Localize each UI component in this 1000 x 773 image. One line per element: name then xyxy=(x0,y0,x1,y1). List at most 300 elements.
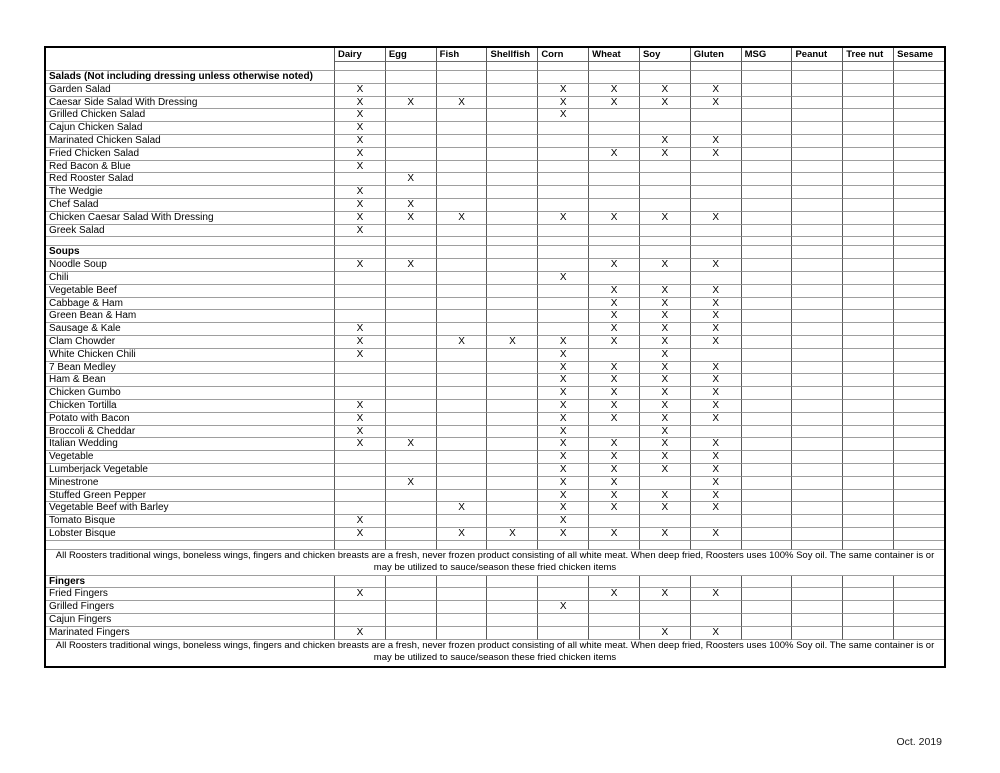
allergen-cell-wheat: X xyxy=(589,490,640,503)
allergen-cell-fish xyxy=(437,426,488,439)
allergen-cell-gluten: X xyxy=(691,502,742,515)
allergen-cell-soy xyxy=(640,246,691,259)
allergen-cell-gluten: X xyxy=(691,451,742,464)
allergen-cell-soy xyxy=(640,161,691,174)
allergen-cell-corn: X xyxy=(538,490,589,503)
spacer-cell-tree-nut xyxy=(843,237,894,246)
allergen-cell-peanut xyxy=(792,374,843,387)
table-row-white-chicken-chili xyxy=(46,349,944,362)
allergen-cell-tree-nut xyxy=(843,285,894,298)
allergen-cell-sesame xyxy=(894,426,944,439)
allergen-cell-shellfish xyxy=(487,122,538,135)
allergen-cell-gluten xyxy=(691,122,742,135)
allergen-cell-gluten: X xyxy=(691,387,742,400)
allergen-cell-dairy: X xyxy=(335,97,386,110)
allergen-cell-shellfish xyxy=(487,71,538,84)
allergen-cell-wheat: X xyxy=(589,374,640,387)
allergen-cell-msg xyxy=(742,627,793,640)
item-name: Cabbage & Ham xyxy=(46,298,335,311)
allergen-cell-fish xyxy=(437,122,488,135)
allergen-cell-corn xyxy=(538,148,589,161)
allergen-cell-soy xyxy=(640,71,691,84)
allergen-cell-wheat xyxy=(589,122,640,135)
allergen-cell-tree-nut xyxy=(843,272,894,285)
spacer-cell-wheat xyxy=(589,541,640,550)
allergen-cell-wheat: X xyxy=(589,588,640,601)
allergen-cell-egg xyxy=(386,588,437,601)
table-row-chicken-tortilla xyxy=(46,400,944,413)
allergen-cell-egg xyxy=(386,490,437,503)
allergen-cell-egg xyxy=(386,336,437,349)
allergen-cell-sesame xyxy=(894,109,944,122)
allergen-cell-tree-nut xyxy=(843,135,894,148)
allergen-cell-dairy: X xyxy=(335,122,386,135)
allergen-cell-soy: X xyxy=(640,148,691,161)
allergen-cell-gluten: X xyxy=(691,477,742,490)
allergen-cell-shellfish xyxy=(487,246,538,259)
allergen-cell-peanut xyxy=(792,601,843,614)
allergen-cell-msg xyxy=(742,477,793,490)
allergen-cell-shellfish xyxy=(487,173,538,186)
spacer-row xyxy=(46,237,944,246)
allergen-cell-gluten: X xyxy=(691,323,742,336)
allergen-cell-soy xyxy=(640,576,691,589)
allergen-cell-corn xyxy=(538,588,589,601)
allergen-cell-shellfish xyxy=(487,515,538,528)
allergen-cell-tree-nut xyxy=(843,601,894,614)
allergen-cell-wheat: X xyxy=(589,400,640,413)
spacer-cell-fish xyxy=(437,237,488,246)
allergen-cell-peanut xyxy=(792,400,843,413)
allergen-cell-egg xyxy=(386,148,437,161)
allergen-cell-wheat: X xyxy=(589,84,640,97)
allergen-cell-dairy: X xyxy=(335,336,386,349)
allergen-cell-tree-nut xyxy=(843,173,894,186)
allergen-cell-fish xyxy=(437,310,488,323)
allergen-cell-egg xyxy=(386,122,437,135)
allergen-cell-wheat: X xyxy=(589,387,640,400)
allergen-cell-sesame xyxy=(894,374,944,387)
allergen-cell-shellfish xyxy=(487,400,538,413)
spacer-cell-egg xyxy=(386,541,437,550)
allergen-cell-sesame xyxy=(894,413,944,426)
allergen-cell-gluten xyxy=(691,614,742,627)
allergen-cell-gluten: X xyxy=(691,84,742,97)
allergen-cell-corn: X xyxy=(538,84,589,97)
allergen-cell-soy: X xyxy=(640,528,691,541)
allergen-cell-tree-nut xyxy=(843,161,894,174)
allergen-cell-corn: X xyxy=(538,400,589,413)
allergen-cell-shellfish xyxy=(487,135,538,148)
allergen-cell-egg xyxy=(386,323,437,336)
section-row-salads-not-including-dressing-unless-otherwise-noted- xyxy=(46,71,944,84)
allergen-cell-egg xyxy=(386,576,437,589)
allergen-cell-corn: X xyxy=(538,387,589,400)
allergen-cell-egg xyxy=(386,161,437,174)
item-name: Minestrone xyxy=(46,477,335,490)
allergen-cell-egg xyxy=(386,71,437,84)
allergen-cell-tree-nut xyxy=(843,122,894,135)
allergen-cell-fish xyxy=(437,387,488,400)
table-row-noodle-soup xyxy=(46,259,944,272)
table-row-7-bean-medley xyxy=(46,362,944,375)
allergen-cell-msg xyxy=(742,451,793,464)
allergen-cell-peanut xyxy=(792,310,843,323)
allergen-cell-msg xyxy=(742,349,793,362)
allergen-cell-wheat: X xyxy=(589,413,640,426)
allergen-cell-msg xyxy=(742,528,793,541)
allergen-cell-sesame xyxy=(894,614,944,627)
allergen-cell-fish xyxy=(437,374,488,387)
allergen-cell-fish xyxy=(437,259,488,272)
spacer-cell-shellfish xyxy=(487,541,538,550)
allergen-cell-tree-nut xyxy=(843,627,894,640)
allergen-cell-fish: X xyxy=(437,97,488,110)
allergen-cell-gluten: X xyxy=(691,285,742,298)
allergen-cell-msg xyxy=(742,336,793,349)
allergen-cell-fish xyxy=(437,451,488,464)
allergen-cell-dairy: X xyxy=(335,438,386,451)
allergen-cell-peanut xyxy=(792,225,843,238)
allergen-cell-corn: X xyxy=(538,97,589,110)
item-name: Lobster Bisque xyxy=(46,528,335,541)
allergen-cell-soy: X xyxy=(640,298,691,311)
allergen-cell-tree-nut xyxy=(843,84,894,97)
allergen-cell-fish xyxy=(437,285,488,298)
allergen-cell-soy xyxy=(640,173,691,186)
allergen-cell-soy: X xyxy=(640,627,691,640)
spacer-cell-egg xyxy=(386,62,437,71)
allergen-cell-peanut xyxy=(792,109,843,122)
allergen-cell-shellfish xyxy=(487,259,538,272)
allergen-cell-peanut xyxy=(792,451,843,464)
allergen-cell-corn xyxy=(538,259,589,272)
allergen-cell-gluten: X xyxy=(691,438,742,451)
allergen-cell-corn xyxy=(538,246,589,259)
item-name: Noodle Soup xyxy=(46,259,335,272)
column-header-fish: Fish xyxy=(437,48,488,62)
spacer-row xyxy=(46,62,944,71)
allergen-cell-shellfish xyxy=(487,588,538,601)
allergen-cell-corn: X xyxy=(538,362,589,375)
allergen-cell-fish xyxy=(437,490,488,503)
allergen-cell-msg xyxy=(742,199,793,212)
allergen-cell-gluten xyxy=(691,71,742,84)
table-row-marinated-fingers xyxy=(46,627,944,640)
allergen-cell-egg xyxy=(386,374,437,387)
table-row-greek-salad xyxy=(46,225,944,238)
table-row-vegetable xyxy=(46,451,944,464)
allergen-cell-corn xyxy=(538,285,589,298)
item-name: Caesar Side Salad With Dressing xyxy=(46,97,335,110)
allergen-cell-dairy: X xyxy=(335,148,386,161)
allergen-cell-tree-nut xyxy=(843,109,894,122)
allergen-cell-soy xyxy=(640,601,691,614)
allergen-cell-msg xyxy=(742,438,793,451)
allergen-cell-shellfish xyxy=(487,161,538,174)
allergen-cell-msg xyxy=(742,413,793,426)
allergen-cell-shellfish xyxy=(487,349,538,362)
allergen-cell-egg xyxy=(386,400,437,413)
item-name: Stuffed Green Pepper xyxy=(46,490,335,503)
spacer-cell-fish xyxy=(437,62,488,71)
allergen-cell-peanut xyxy=(792,148,843,161)
spacer-cell-sesame xyxy=(894,237,944,246)
allergen-cell-tree-nut xyxy=(843,362,894,375)
allergen-cell-soy: X xyxy=(640,362,691,375)
table-row-the-wedgie xyxy=(46,186,944,199)
allergen-cell-msg xyxy=(742,109,793,122)
allergen-cell-shellfish xyxy=(487,362,538,375)
allergen-cell-peanut xyxy=(792,298,843,311)
spacer-cell-wheat xyxy=(589,237,640,246)
allergen-cell-sesame xyxy=(894,336,944,349)
table-row-clam-chowder xyxy=(46,336,944,349)
item-name: Chicken Tortilla xyxy=(46,400,335,413)
allergen-cell-shellfish xyxy=(487,477,538,490)
table-row-broccoli-cheddar xyxy=(46,426,944,439)
allergen-cell-dairy xyxy=(335,576,386,589)
allergen-cell-egg xyxy=(386,464,437,477)
allergen-cell-peanut xyxy=(792,323,843,336)
allergen-cell-shellfish xyxy=(487,225,538,238)
table-row-chef-salad xyxy=(46,199,944,212)
allergen-cell-egg xyxy=(386,528,437,541)
allergen-cell-peanut xyxy=(792,199,843,212)
allergen-cell-peanut xyxy=(792,161,843,174)
allergen-cell-corn: X xyxy=(538,502,589,515)
allergen-cell-dairy xyxy=(335,362,386,375)
allergen-cell-fish xyxy=(437,627,488,640)
allergen-cell-tree-nut xyxy=(843,502,894,515)
allergen-cell-soy xyxy=(640,186,691,199)
allergen-cell-peanut xyxy=(792,259,843,272)
allergen-cell-dairy xyxy=(335,71,386,84)
allergen-cell-egg xyxy=(386,451,437,464)
allergen-cell-peanut xyxy=(792,212,843,225)
allergen-cell-sesame xyxy=(894,400,944,413)
allergen-cell-shellfish xyxy=(487,148,538,161)
allergen-cell-egg xyxy=(386,627,437,640)
allergen-cell-egg xyxy=(386,426,437,439)
allergen-cell-gluten: X xyxy=(691,528,742,541)
allergen-cell-fish xyxy=(437,464,488,477)
table-row-cabbage-ham xyxy=(46,298,944,311)
allergen-cell-dairy: X xyxy=(335,199,386,212)
allergen-cell-shellfish xyxy=(487,310,538,323)
allergen-cell-shellfish xyxy=(487,464,538,477)
spacer-cell-msg xyxy=(742,62,793,71)
allergen-cell-dairy: X xyxy=(335,161,386,174)
table-row-red-bacon-blue xyxy=(46,161,944,174)
allergen-cell-fish xyxy=(437,614,488,627)
allergen-cell-wheat xyxy=(589,614,640,627)
item-name: Sausage & Kale xyxy=(46,323,335,336)
allergen-cell-sesame xyxy=(894,601,944,614)
allergen-cell-sesame xyxy=(894,212,944,225)
allergen-cell-dairy: X xyxy=(335,515,386,528)
spacer-cell-egg xyxy=(386,237,437,246)
allergen-cell-fish xyxy=(437,186,488,199)
allergen-cell-sesame xyxy=(894,161,944,174)
allergen-cell-fish xyxy=(437,84,488,97)
allergen-cell-msg xyxy=(742,71,793,84)
allergen-cell-wheat: X xyxy=(589,323,640,336)
allergen-cell-corn xyxy=(538,298,589,311)
allergen-cell-soy: X xyxy=(640,502,691,515)
allergen-cell-corn xyxy=(538,225,589,238)
item-name: Cajun Fingers xyxy=(46,614,335,627)
spacer-cell-gluten xyxy=(691,237,742,246)
allergen-cell-dairy xyxy=(335,490,386,503)
allergen-cell-tree-nut xyxy=(843,515,894,528)
allergen-cell-sesame xyxy=(894,464,944,477)
allergen-cell-tree-nut xyxy=(843,310,894,323)
allergen-cell-shellfish xyxy=(487,323,538,336)
allergen-cell-msg xyxy=(742,464,793,477)
allergen-cell-sesame xyxy=(894,272,944,285)
allergen-cell-gluten: X xyxy=(691,413,742,426)
allergen-cell-peanut xyxy=(792,515,843,528)
allergen-cell-peanut xyxy=(792,135,843,148)
allergen-cell-egg xyxy=(386,298,437,311)
allergen-cell-soy xyxy=(640,199,691,212)
allergen-cell-corn: X xyxy=(538,515,589,528)
allergen-cell-corn xyxy=(538,310,589,323)
allergen-cell-egg xyxy=(386,109,437,122)
column-header-gluten: Gluten xyxy=(691,48,742,62)
allergen-cell-peanut xyxy=(792,413,843,426)
allergen-cell-msg xyxy=(742,285,793,298)
allergen-cell-dairy xyxy=(335,298,386,311)
item-name: The Wedgie xyxy=(46,186,335,199)
table-row-tomato-bisque xyxy=(46,515,944,528)
spacer-name-cell xyxy=(46,237,335,246)
item-name: Garden Salad xyxy=(46,84,335,97)
note-row xyxy=(46,550,944,576)
allergen-cell-gluten xyxy=(691,246,742,259)
allergen-cell-peanut xyxy=(792,464,843,477)
allergen-cell-sesame xyxy=(894,122,944,135)
item-name: Italian Wedding xyxy=(46,438,335,451)
allergen-cell-dairy: X xyxy=(335,212,386,225)
allergen-cell-dairy: X xyxy=(335,323,386,336)
allergen-cell-sesame xyxy=(894,490,944,503)
allergen-cell-msg xyxy=(742,490,793,503)
allergen-cell-dairy xyxy=(335,502,386,515)
allergen-cell-shellfish xyxy=(487,576,538,589)
allergen-cell-shellfish xyxy=(487,199,538,212)
allergen-cell-dairy xyxy=(335,477,386,490)
table-row-chicken-gumbo xyxy=(46,387,944,400)
allergen-cell-peanut xyxy=(792,588,843,601)
table-row-grilled-fingers xyxy=(46,601,944,614)
allergen-cell-soy: X xyxy=(640,438,691,451)
allergen-cell-fish xyxy=(437,413,488,426)
allergen-cell-soy: X xyxy=(640,212,691,225)
table-row-stuffed-green-pepper xyxy=(46,490,944,503)
table-row-vegetable-beef-with-barley xyxy=(46,502,944,515)
allergen-cell-dairy xyxy=(335,614,386,627)
allergen-cell-corn: X xyxy=(538,212,589,225)
allergen-cell-soy: X xyxy=(640,400,691,413)
spacer-cell-sesame xyxy=(894,541,944,550)
allergen-cell-peanut xyxy=(792,362,843,375)
item-name: Chili xyxy=(46,272,335,285)
table-row-cajun-chicken-salad xyxy=(46,122,944,135)
spacer-cell-soy xyxy=(640,541,691,550)
allergen-cell-shellfish xyxy=(487,601,538,614)
allergen-cell-msg xyxy=(742,298,793,311)
allergen-cell-gluten xyxy=(691,576,742,589)
allergen-cell-corn xyxy=(538,122,589,135)
table-row-vegetable-beef xyxy=(46,285,944,298)
allergen-cell-tree-nut xyxy=(843,71,894,84)
allergen-cell-gluten: X xyxy=(691,135,742,148)
allergen-cell-fish xyxy=(437,148,488,161)
item-name: Green Bean & Ham xyxy=(46,310,335,323)
allergen-cell-soy: X xyxy=(640,97,691,110)
allergen-cell-gluten: X xyxy=(691,310,742,323)
column-header-soy: Soy xyxy=(640,48,691,62)
item-name: Marinated Chicken Salad xyxy=(46,135,335,148)
allergen-cell-egg: X xyxy=(386,97,437,110)
allergen-cell-peanut xyxy=(792,122,843,135)
table-row-minestrone xyxy=(46,477,944,490)
allergen-cell-wheat xyxy=(589,515,640,528)
item-name: Marinated Fingers xyxy=(46,627,335,640)
allergen-cell-dairy xyxy=(335,387,386,400)
allergen-cell-egg xyxy=(386,84,437,97)
allergen-cell-msg xyxy=(742,374,793,387)
allergen-cell-sesame xyxy=(894,186,944,199)
allergen-cell-dairy: X xyxy=(335,109,386,122)
allergen-cell-soy xyxy=(640,614,691,627)
spacer-cell-wheat xyxy=(589,62,640,71)
allergen-cell-peanut xyxy=(792,438,843,451)
column-header-wheat: Wheat xyxy=(589,48,640,62)
allergen-cell-peanut xyxy=(792,186,843,199)
allergen-cell-wheat: X xyxy=(589,259,640,272)
allergen-cell-egg xyxy=(386,515,437,528)
allergen-cell-corn: X xyxy=(538,601,589,614)
item-name: Broccoli & Cheddar xyxy=(46,426,335,439)
allergen-cell-egg: X xyxy=(386,173,437,186)
item-name: Greek Salad xyxy=(46,225,335,238)
allergen-cell-gluten xyxy=(691,515,742,528)
allergen-cell-peanut xyxy=(792,477,843,490)
allergen-cell-egg: X xyxy=(386,438,437,451)
allergen-cell-msg xyxy=(742,362,793,375)
allergen-cell-egg xyxy=(386,285,437,298)
allergen-cell-corn: X xyxy=(538,374,589,387)
table-row-chicken-caesar-salad-with-dressing xyxy=(46,212,944,225)
allergen-cell-soy: X xyxy=(640,135,691,148)
allergen-cell-tree-nut xyxy=(843,212,894,225)
table-header-row xyxy=(46,48,944,62)
allergen-cell-soy xyxy=(640,225,691,238)
allergen-cell-gluten xyxy=(691,349,742,362)
allergen-table xyxy=(44,46,946,668)
allergen-cell-corn: X xyxy=(538,336,589,349)
allergen-cell-tree-nut xyxy=(843,225,894,238)
allergen-cell-msg xyxy=(742,135,793,148)
allergen-cell-gluten: X xyxy=(691,298,742,311)
allergen-cell-shellfish xyxy=(487,374,538,387)
item-name: Red Bacon & Blue xyxy=(46,161,335,174)
allergen-cell-shellfish xyxy=(487,298,538,311)
allergen-cell-wheat: X xyxy=(589,97,640,110)
